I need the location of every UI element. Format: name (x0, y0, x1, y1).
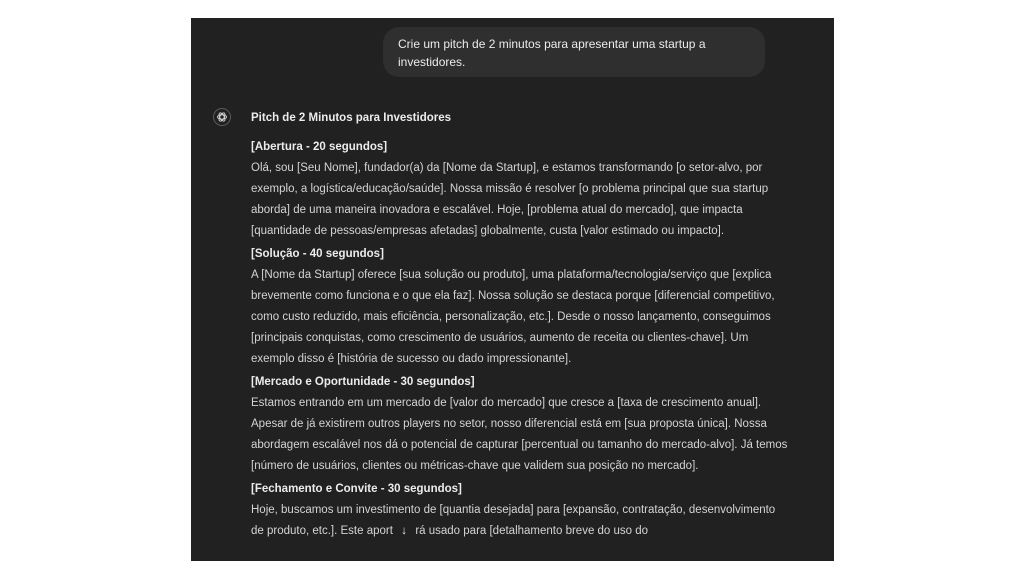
chat-panel (191, 18, 834, 561)
openai-logo-icon (216, 111, 228, 123)
section-body-fechamento-end: rá usado para [detalhamento breve do uso do (415, 525, 649, 537)
user-message-bubble (383, 27, 765, 77)
section-heading-mercado: [Mercado e Oportunidade - 30 segundos] (251, 376, 475, 388)
section-heading-fechamento: [Fechamento e Convite - 30 segundos] (251, 483, 462, 495)
section-heading-solucao: [Solução - 40 segundos] (251, 248, 384, 260)
assistant-response (251, 109, 791, 544)
section-body-mercado: Estamos entrando em um mercado de [valor do mercado] que cresce a [taxa de crescimento anual]. Apesar de já existirem outros players no setor, nosso diferencial está em [sua proposta única]. Nossa abordagem escalável nos dá o potencial de capturar [percentual ou tamanho do mercado-alvo]. Já temos [número de usuários, clientes ou métricas-chave que validem sua posição no mercado]. (251, 397, 788, 472)
response-title: Pitch de 2 Minutos para Investidores (251, 112, 452, 124)
assistant-avatar (213, 108, 231, 126)
section-heading-abertura: [Abertura - 20 segundos] (251, 141, 388, 153)
user-message-text: Crie um pitch de 2 minutos para apresentar uma startup a investidores. (398, 37, 706, 69)
scroll-down-button[interactable] (396, 521, 412, 542)
arrow-down-icon: ↓ (401, 525, 407, 537)
section-body-fechamento-start: Hoje, buscamos um investimento de [quantia desejada] para [expansão, contratação, desenvolvimento de produto, etc.]. Este aport (251, 504, 776, 537)
section-body-fechamento (251, 500, 791, 542)
section-body-abertura: Olá, sou [Seu Nome], fundador(a) da [Nome da Startup], e estamos transformando [o setor-alvo, por exemplo, a logística/educação/saúde]. Nossa missão é resolver [o problema principal que sua startup aborda] de uma maneira inovadora e escalável. Hoje, [problema atual do mercado], que impacta [quantidade de pessoas/empresas afetadas] globalmente, custa [valor estimado ou impacto]. (251, 162, 769, 237)
section-body-solucao: A [Nome da Startup] oferece [sua solução ou produto], uma plataforma/tecnologia/serviço que [explica brevemente como funciona e o que ela faz]. Nossa solução se destaca porque [diferencial competitivo, como custo reduzido, mais eficiência, personalização, etc.]. Desde o nosso lançamento, conseguimos [principais conquistas, como crescimento de usuários, aumento de receita ou clientes-chave]. Um exemplo disso é [história de sucesso ou dado impressionante]. (251, 269, 775, 365)
